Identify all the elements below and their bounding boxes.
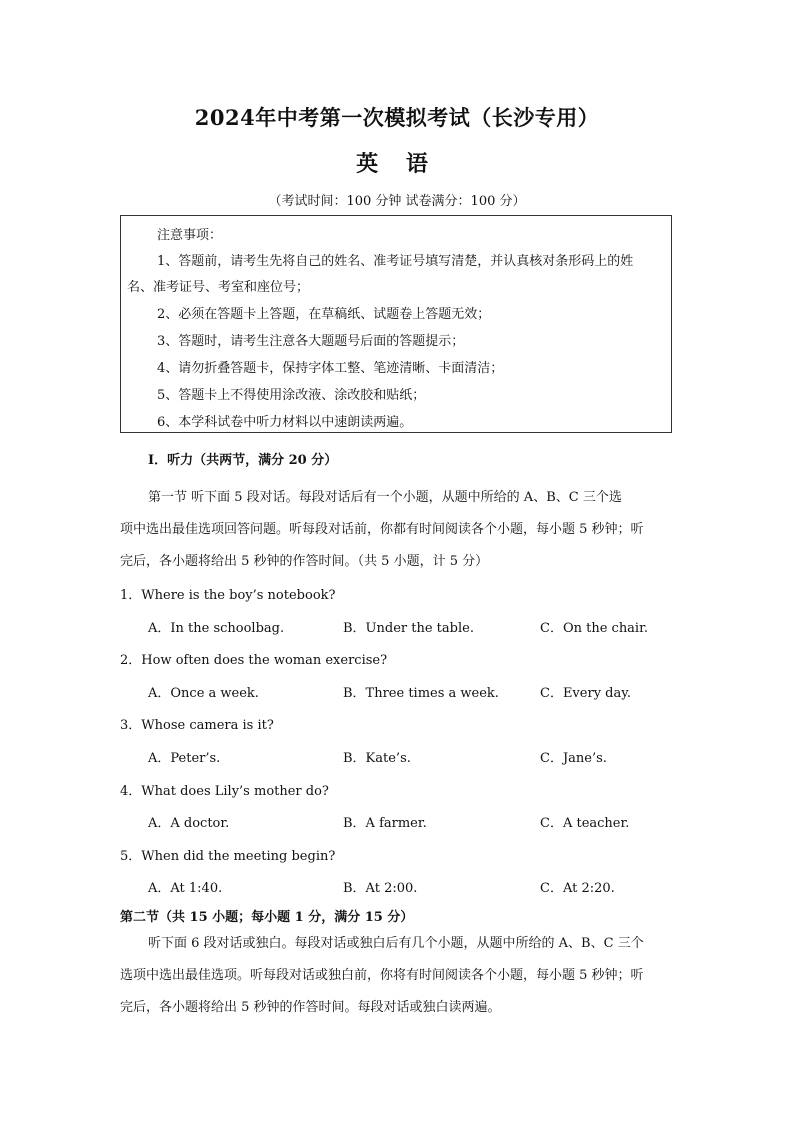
- notice-item: 名、准考证号、考室和座位号；: [127, 280, 310, 295]
- part2-instruction-line: 选项中选出最佳选项。听每段对话或独白前，你将有时间阅读各个小题，每小题 5 秒钟；听: [120, 968, 644, 983]
- option-a: A．A doctor.: [148, 816, 230, 831]
- part1-instruction-line: 第一节 听下面 5 段对话。每段对话后有一个小题，从题中所给的 A、B、C 三个选: [148, 490, 622, 505]
- notice-item: 3、答题时，请考生注意各大题题号后面的答题提示；: [157, 334, 465, 349]
- part2-title: 第二节（共 15 小题；每小题 1 分，满分 15 分）: [120, 910, 414, 925]
- option-b: B．Kate’s.: [343, 751, 411, 766]
- subject-title: 英 语: [356, 151, 438, 177]
- notice-item: 4、请勿折叠答题卡，保持字体工整、笔迹清晰、卡面清洁；: [157, 361, 504, 376]
- notice-heading: 注意事项：: [157, 228, 223, 243]
- option-c: C．At 2:20.: [540, 881, 615, 896]
- option-a: A．Peter’s.: [148, 751, 221, 766]
- option-c: C．A teacher.: [540, 816, 630, 831]
- option-c: C．On the chair.: [540, 621, 649, 636]
- question-3: 3．Whose camera is it?: [120, 718, 274, 733]
- exam-time-info: （考试时间：100 分钟 试卷满分：100 分）: [268, 194, 526, 209]
- notice-item: 5、答题卡上不得使用涂改液、涂改胶和贴纸；: [157, 388, 426, 403]
- exam-title: 2024年中考第一次模拟考试（长沙专用）: [194, 105, 600, 130]
- option-a: A．In the schoolbag.: [148, 621, 285, 636]
- option-c: C．Every day.: [540, 686, 631, 701]
- option-a: A．Once a week.: [148, 686, 259, 701]
- option-b: B．A farmer.: [343, 816, 427, 831]
- option-c: C．Jane’s.: [540, 751, 607, 766]
- section-title-listening: I．听力（共两节，满分 20 分）: [148, 453, 338, 468]
- part1-instruction-line: 完后，各小题将给出 5 秒钟的作答时间。（共 5 小题，计 5 分）: [120, 554, 489, 569]
- option-a: A．At 1:40.: [148, 881, 223, 896]
- question-5: 5．When did the meeting begin?: [120, 849, 336, 864]
- option-b: B．Three times a week.: [343, 686, 499, 701]
- part2-instruction-line: 完后，各小题将给出 5 秒钟的作答时间。每段对话或独白读两遍。: [120, 1000, 501, 1015]
- question-4: 4．What does Lily’s mother do?: [120, 784, 329, 799]
- notice-item: 6、本学科试卷中听力材料以中速朗读两遍。: [157, 415, 413, 430]
- notice-box: [120, 215, 672, 433]
- option-b: B．At 2:00.: [343, 881, 418, 896]
- part1-instruction-line: 项中选出最佳选项回答问题。听每段对话前，你都有时间阅读各个小题，每小题 5 秒钟；听: [120, 522, 644, 537]
- notice-item: 1、答题前，请考生先将自己的姓名、准考证号填写清楚，并认真核对条形码上的姓: [157, 254, 634, 269]
- notice-item: 2、必须在答题卡上答题，在草稿纸、试题卷上答题无效；: [157, 307, 491, 322]
- part2-instruction-line: 听下面 6 段对话或独白。每段对话或独白后有几个小题，从题中所给的 A、B、C 三个: [148, 936, 644, 951]
- option-b: B．Under the table.: [343, 621, 474, 636]
- question-2: 2．How often does the woman exercise?: [120, 653, 388, 668]
- question-1: 1．Where is the boy’s notebook?: [120, 588, 336, 603]
